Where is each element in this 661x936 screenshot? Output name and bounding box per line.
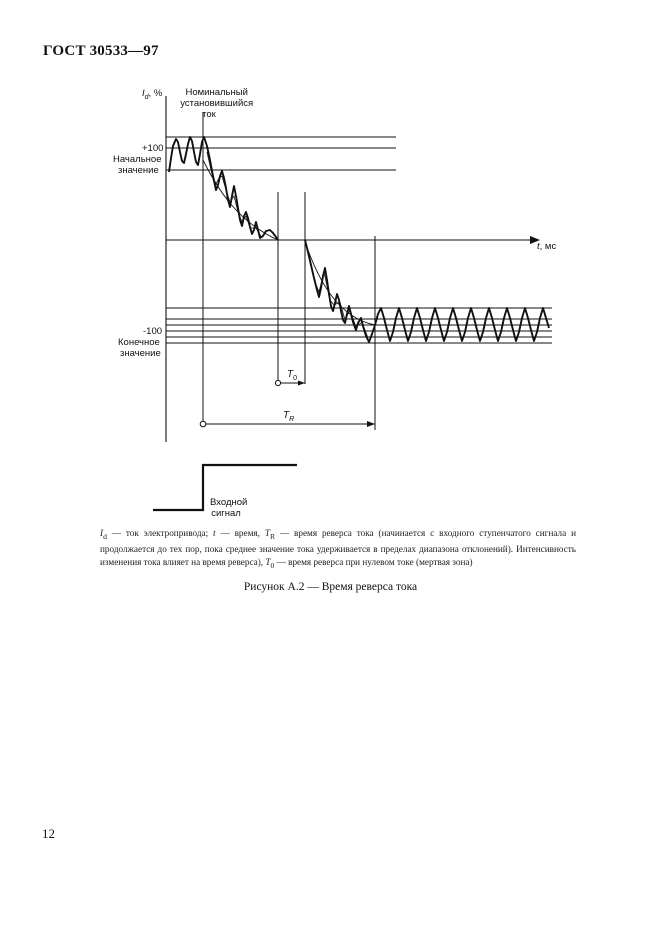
page-number: 12 (42, 826, 55, 841)
nominal-current-label: Номинальный установившийся ток (180, 87, 254, 120)
page-header-standard-id: ГОСТ 30533—97 (43, 43, 159, 59)
y-axis-label: $I_d$, % (142, 88, 163, 101)
current-waveform-after-reversal (305, 240, 549, 342)
figure-title: Рисунок А.2 — Время реверса тока (243, 581, 418, 593)
tr-label: $T_R$ (283, 410, 295, 423)
tr-dimension-start-marker (200, 421, 206, 427)
final-value-label: Конечное значение (118, 337, 161, 359)
t0-label: $T_0$ (287, 369, 298, 382)
t0-dimension-start-marker (275, 380, 280, 385)
initial-value-label: Начальное значение (113, 154, 162, 176)
mean-current-curve-first (203, 160, 278, 240)
plus-100-label: +100 (142, 143, 164, 154)
t0-dimension-arrow (298, 381, 305, 386)
minus-100-label: -100 (143, 326, 163, 337)
tr-dimension-arrow (367, 421, 375, 427)
input-signal-label: Входной сигнал (210, 497, 248, 519)
current-waveform-initial-inner (207, 152, 262, 238)
current-waveform-initial (169, 137, 278, 240)
figure-legend: $I_d$ — ток электропривода; t — время, $T_R$ — время реверса тока (начинается с входного ступенчатого сигнала и продолжается до тех пор, пока среднее значение тока удерживается в пределах диапазона отклонений). Интенсивность изменения тока влияет на время реверса), $T_0$ — время реверса при нулевом токе (мертвая зона) (100, 528, 576, 570)
time-axis-label: t, мс (537, 241, 557, 252)
